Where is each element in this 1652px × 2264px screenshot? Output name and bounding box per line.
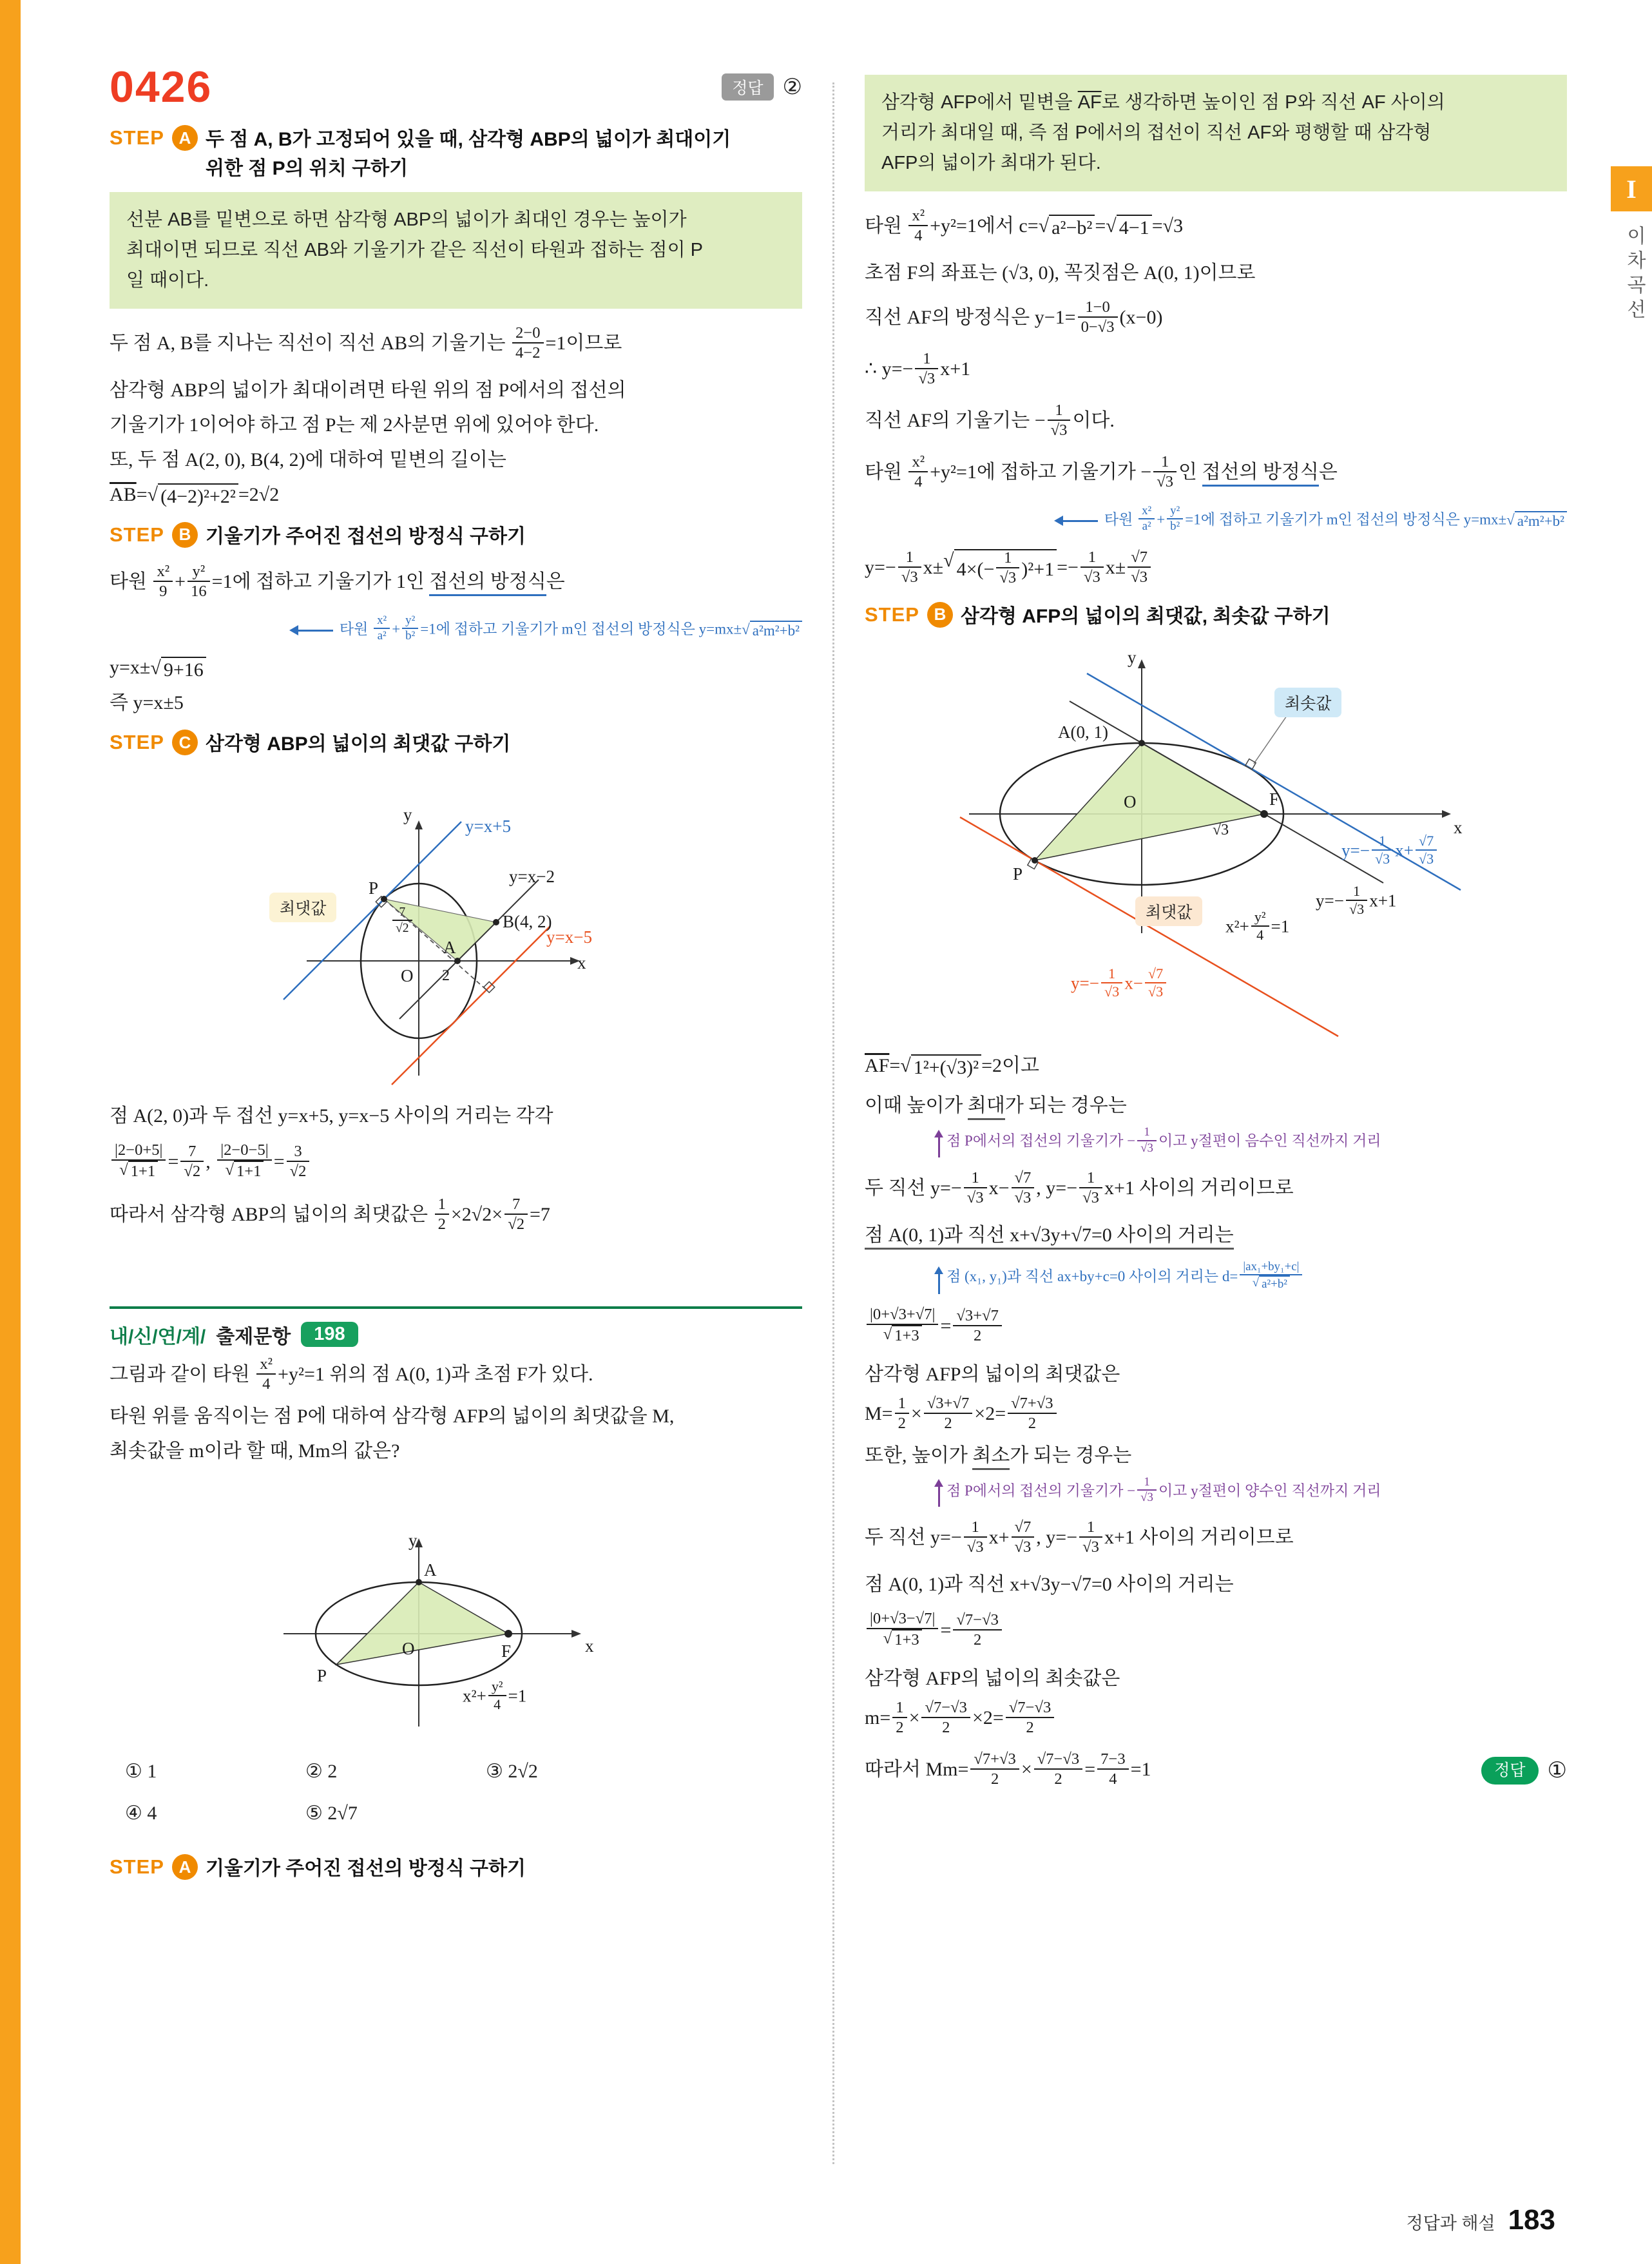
final-expression: 따라서 Mm= $\frac{√7+√3}{2}$ × $\frac{√7-√3}{2}$ = $\frac{7-3}{4}$ =1 [865,1750,1151,1788]
height-max-annotation [923,1127,1567,1157]
annotation-text: 점 P에서의 접선의 기울기가 − $\frac{1}{√3}$ 이고 y절편이 음수인 직선까지 거리 [946,1125,1381,1155]
problem-header [110,62,802,112]
choice-3: ③ 2√2 [486,1761,538,1782]
fig1-o-label: O [401,966,414,986]
fig2-ellipse-equation: x²+ $\frac{\text{y²}}{4}$ =1 [463,1678,527,1713]
fig1-blue-line-label: y=x+5 [465,817,511,837]
concept-line: 최대이면 되므로 직선 AB와 기울기가 같은 직선이 타원과 접하는 점이 P [126,239,703,260]
exam-linked-section [110,1306,802,1824]
chapter-tab [1611,166,1652,324]
fig3-sqrt3-label: √3 [1213,821,1229,838]
fig1-point-a [454,958,461,964]
up-arrow-icon [938,1132,940,1157]
fig3-point-p [1032,857,1038,864]
step-letter-badge: C [172,730,198,755]
annotation-text: 점 P에서의 접선의 기울기가 − $\frac{1}{√3}$ 이고 y절편이 양수인 직선까지 거리 [946,1475,1381,1504]
fig3-ellipse-equation: x²+ $\frac{\text{y²}}{4}$ =1 [1225,908,1290,943]
concept-line: AFP의 넓이가 최대가 된다. [881,152,1101,173]
exam-tag: 내/신/연/계/ [110,1326,206,1348]
fig3-triangle [1035,743,1264,860]
fig3-max-badge: 최댓값 [1135,896,1202,926]
step-title-line: 기울기가 주어진 접선의 방정식 구하기 [205,1858,526,1879]
solution-line: 직선 AF의 기울기는 − $\frac{1}{√3}$ 이다. [865,402,1115,440]
left-column [110,62,802,1892]
fig2-point-a [416,1579,422,1585]
final-answer-line [865,1752,1567,1790]
solution-line: 따라서 삼각형 ABP의 넓이의 최댓값은 $\frac{1}{2}$ ×2√2× $\frac{7}{√2}$ =7 [110,1195,550,1233]
fig3-y-label: y [1128,647,1137,667]
solution-line: ∴ y=− $\frac{1}{√3}$ x+1 [865,349,971,387]
fig2-p-label: P [317,1666,327,1685]
step-title-line: 삼각형 AFP의 넓이의 최댓값, 최솟값 구하기 [960,605,1330,627]
fig1-y-arrow-icon [415,820,423,829]
solution-line: 기울기가 1이어야 하고 점 P는 제 2사분면 위에 있어야 한다. [110,414,599,436]
answer-number: ① [1547,1759,1567,1783]
fig3-x-label: x [1454,817,1463,837]
annotation-text: 타원 $\frac{\text{x²}}{\text{a²}}$ + $\frac{\text{y²}}{\text{b²}}$ =1에 접하고 기울기가 m인 접선의 방정식은 y=mx± √ a²m²+b² [340,615,802,646]
annotation-text: 점 (x₁, y₁)과 직선 ax+by+c=0 사이의 거리는 d= |ax₁+by₁+c| √ a²+b² [946,1262,1304,1294]
solution-line: 삼각형 AFP의 넓이의 최댓값은 [865,1363,1120,1385]
step-title [206,125,731,183]
fig3-o-label: O [1124,791,1137,811]
fig3-badge-pointer-line [1254,716,1287,764]
fig1-tick-2-label: 2 [442,967,450,985]
step-title [206,730,510,759]
step-b-heading [110,522,802,551]
fig3-y-arrow-icon [1138,659,1146,668]
step-title [206,1854,526,1883]
up-arrow-icon [938,1268,940,1294]
step-letter-badge: B [927,602,953,628]
step-word: STEP [110,1855,164,1878]
fig2-triangle [336,1582,508,1665]
solution-line: 이때 높이가 최대가 되는 경우는 [865,1092,1567,1119]
solution-line: 점 A(0, 1)과 직선 x+√3y−√7=0 사이의 거리는 [865,1574,1234,1596]
step-word: STEP [110,731,164,754]
choice-4: ④ 4 [125,1803,157,1824]
step-word: STEP [110,523,164,546]
fig1-a-label: A [443,938,456,958]
solution-line: 삼각형 ABP의 넓이가 최대이려면 타원 위의 점 P에서의 접선의 [110,379,626,401]
concept-box [110,192,802,309]
solution-line: y=− $\frac{1}{√3}$ x± √ 4×(− 1 √3 )²+1 =− $\frac{1}{√3}$ x± $\frac{√7}{√3}$ [865,549,1567,589]
step-b2-heading [865,602,1567,631]
footer-label: 정답과 해설 [1406,2214,1495,2233]
left-arrow-icon [292,630,333,632]
fig2-x-arrow-icon [571,1630,581,1638]
fig2-y-label: y [408,1531,418,1550]
step-c-heading [110,730,802,759]
step-letter-badge: A [172,1854,198,1880]
figure-afp-solution-diagram [865,640,1548,1040]
fig3-min-badge: 최솟값 [1274,688,1341,717]
solution-line: $\overline{AF}=$ √ 1²+(√3)² =2이고 [865,1052,1567,1080]
page-number: 183 [1508,2204,1555,2236]
step-word: STEP [865,603,919,626]
left-arrow-icon [1057,520,1098,522]
answer-pill: 정답 [1481,1757,1538,1785]
chapter-roman-numeral: I [1611,166,1652,211]
column-divider [832,82,834,2164]
exam-section-header [110,1321,802,1349]
figure-abp-tangent-diagram [187,768,677,1090]
page-edge-bar [0,0,21,2264]
solution-line: m= $\frac{1}{2}$ × $\frac{√7-√3}{2}$ ×2= $\frac{√7-√3}{2}$ [865,1700,1567,1739]
fig1-point-b [493,919,499,925]
solution-line: 점 A(0, 1)과 직선 x+√3y+√7=0 사이의 거리는 [865,1222,1567,1249]
solution-line: 타원 $\frac{\text{x²}}{9}$ + $\frac{\text{y²}}{16}$ =1에 접하고 기울기가 1인 접선의 방정식은 [110,562,565,600]
fig3-canvas [865,640,1548,1040]
fig3-p-label: P [1013,864,1023,884]
solution-line: 두 점 A, B를 지나는 직선이 직선 AB의 기울기는 $\frac{2-0}{4-2}$ =1이므로 [110,324,622,362]
fig2-canvas [187,1473,677,1743]
solution-line: 또한, 높이가 최소가 되는 경우는 [865,1442,1567,1469]
concept-line: 삼각형 AFP에서 밑변을 $\overline{AF}$로 생각하면 높이인 점 P와 직선 AF 사이의 [881,92,1445,113]
choice-5: ⑤ 2√7 [305,1803,358,1824]
annotation-text: 타원 $\frac{\text{x²}}{\text{a²}}$ + $\frac{\text{y²}}{\text{b²}}$ =1에 접하고 기울기가 m인 접선의 방정식은 y=mx± √ a²m²+b² [1104,506,1567,536]
step-title-line: 삼각형 ABP의 넓이의 최댓값 구하기 [205,733,511,755]
solution-line: 두 직선 y=− $\frac{1}{√3}$ x+ $\frac{√7}{√3}$ , y=− $\frac{1}{√3}$ x+1 사이의 거리이므로 [865,1518,1294,1556]
step-title-line: 기울기가 주어진 접선의 방정식 구하기 [205,525,526,547]
step-title-line: 두 점 A, B가 고정되어 있을 때, 삼각형 ABP의 넓이가 최대이기 [205,129,731,150]
fig1-point-p [381,896,387,902]
choice-1: ① 1 [125,1761,157,1782]
step-letter-badge: A [172,125,198,151]
fig1-height-value-label: $\frac{7}{√2}$ [390,907,414,938]
fig1-p-label: P [369,878,379,898]
figure-afp-problem-diagram [187,1473,677,1743]
step-a2-heading [110,1854,802,1883]
concept-line: 일 때이다. [126,269,209,291]
fig3-blue-line-equation: y=− $\frac{1}{√3}$ x+ $\frac{√7}{√3}$ [1341,835,1439,869]
formula-annotation [865,506,1567,536]
fig2-f-label: F [501,1641,512,1661]
fig1-x-label: x [577,953,586,973]
concept-box [865,75,1567,191]
right-column [865,67,1567,1803]
problem-number: 0426 [110,63,213,111]
choice-2: ② 2 [305,1761,338,1782]
answer-choices [125,1760,802,1824]
exam-problem-line: 그림과 같이 타원 $\frac{\text{x²}}{4}$ +y²=1 위의 점 A(0, 1)과 초점 F가 있다. [110,1355,593,1393]
solution-line: 또, 두 점 A(2, 0), B(4, 2)에 대하여 밑변의 길이는 [110,449,506,470]
solution-line: $\overline{AB}=$ √ (4−2)²+2² =2√2 [110,481,802,509]
fig3-x-arrow-icon [1442,810,1451,818]
exam-problem-line: 타원 위를 움직이는 점 P에 대하여 삼각형 AFP의 넓이의 최댓값을 M, [110,1406,675,1427]
chapter-title: 이차곡선 [1624,226,1645,324]
solution-line: 즉 y=x±5 [110,692,184,714]
fig1-black-line-label: y=x−2 [509,867,555,887]
concept-line: 선분 AB를 밑변으로 하면 삼각형 ABP의 넓이가 최대인 경우는 높이가 [126,209,687,230]
solution-line: 삼각형 AFP의 넓이의 최솟값은 [865,1667,1120,1689]
solution-line: |2−0+5| √ 1+1 = $\frac{7}{√2}$ , |2−0−5| √ 1+1 = $\frac{3}{√2}$ [110,1143,802,1184]
solution-line: 타원 $\frac{\text{x²}}{4}$ +y²=1에 접하고 기울기가 − $\frac{1}{√3}$ 인 접선의 방정식은 [865,453,1338,491]
solution-line: M= $\frac{1}{2}$ × $\frac{√3+√7}{2}$ ×2= $\frac{√7+√3}{2}$ [865,1396,1567,1435]
page-footer [1407,2204,1555,2236]
exam-number-badge: 198 [301,1322,358,1347]
fig3-point-a [1138,740,1145,746]
fig1-lower-tangent-line [392,926,550,1085]
answer-row [722,73,802,101]
fig3-black-line-equation: y=− $\frac{1}{√3}$ x+1 [1316,882,1397,917]
concept-line: 거리가 최대일 때, 즉 점 P에서의 접선이 직선 AF와 평행할 때 삼각형 [881,122,1432,143]
step-title-line: 위한 점 P의 위치 구하기 [205,158,408,179]
distance-formula-annotation [923,1259,1567,1294]
exam-problem-line: 최솟값을 m이라 할 때, Mm의 값은? [110,1440,400,1462]
up-arrow-icon [938,1481,940,1507]
answer-chip: 정답 [722,73,773,101]
step-letter-badge: B [172,522,198,548]
solution-line: 두 직선 y=− $\frac{1}{√3}$ x− $\frac{√7}{√3}$ , y=− $\frac{1}{√3}$ x+1 사이의 거리이므로 [865,1168,1294,1206]
fig1-b-label: B(4, 2) [503,912,552,932]
fig3-a-label: A(0, 1) [1058,722,1108,742]
fig2-a-label: A [424,1560,437,1580]
formula-annotation [110,615,802,646]
solution-line: |0+√3+√7| √ 1+3 = $\frac{√3+√7}{2}$ [865,1307,1567,1348]
fig2-point-f [504,1630,512,1638]
solution-line: 초점 F의 좌표는 (√3, 0), 꼭짓점은 A(0, 1)이므로 [865,262,1256,284]
fig2-x-label: x [585,1636,594,1656]
step-title [206,522,526,551]
fig2-o-label: O [402,1639,415,1658]
solution-line: |0+√3−√7| √ 1+3 = $\frac{√7-√3}{2}$ [865,1611,1567,1652]
final-answer-chip-row [1481,1756,1567,1786]
step-title [961,602,1330,631]
solution-line: 직선 AF의 방정식은 y−1= $\frac{1-0}{0-√3}$ (x−0) [865,298,1163,336]
fig1-y-label: y [403,805,412,825]
fig3-point-f [1260,810,1268,818]
solution-line: y=x± √ 9+16 [110,654,802,682]
height-min-annotation [923,1477,1567,1507]
answer-value: ② [782,75,802,99]
fig1-red-line-label: y=x−5 [546,927,592,947]
step-a-heading [110,125,802,183]
exam-label: 출제문항 [216,1326,291,1348]
fig1-max-badge: 최댓값 [269,893,336,922]
fig3-red-line-equation: y=− $\frac{1}{√3}$ x− $\frac{√7}{√3}$ [1071,967,1168,1002]
solution-line: 타원 $\frac{\text{x²}}{4}$ +y²=1에서 c= √ a²−b² = √ 4−1 =√3 [865,206,1184,244]
fig1-canvas [187,768,677,1090]
solution-line: 점 A(2, 0)과 두 접선 y=x+5, y=x−5 사이의 거리는 각각 [110,1105,553,1127]
fig3-f-label: F [1269,789,1280,809]
step-word: STEP [110,126,164,149]
